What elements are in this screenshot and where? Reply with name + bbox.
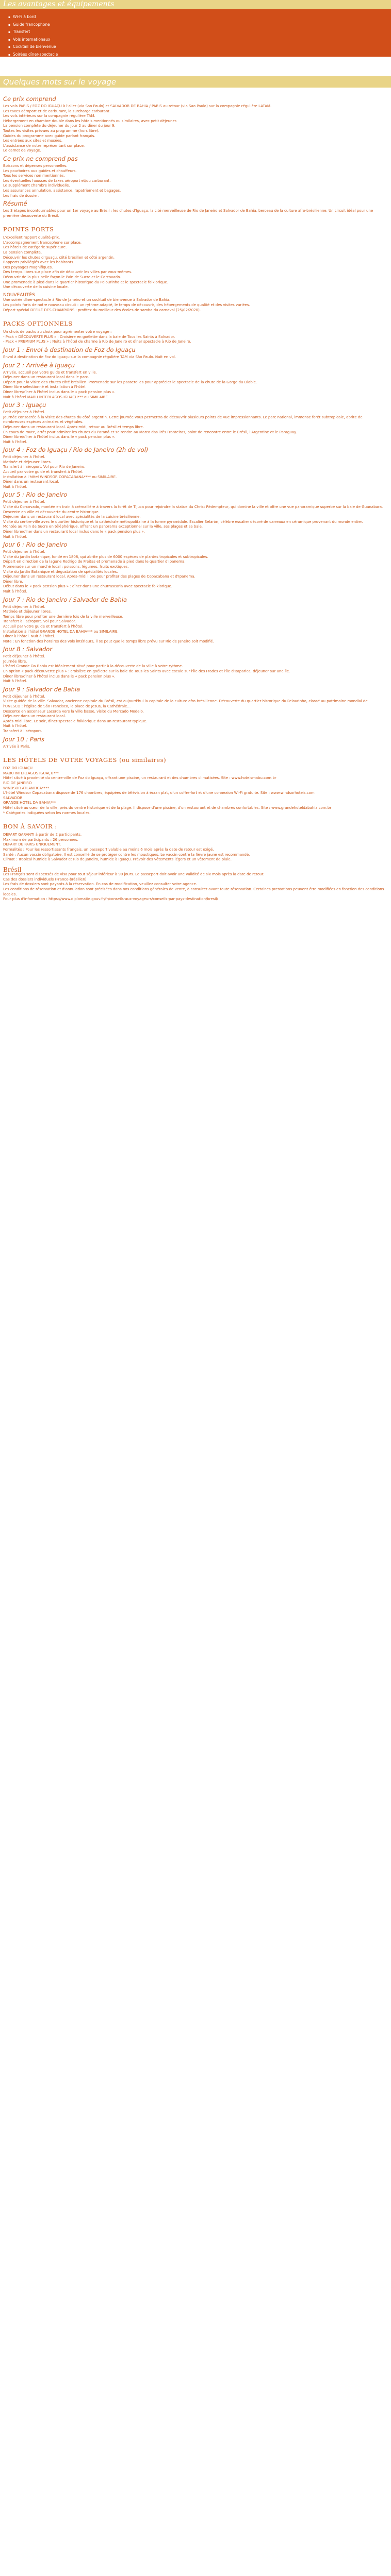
paragraph: Une découverte de la cuisine locale.	[3, 285, 69, 290]
paragraph: Découvrir de la plus belle façon le Pain de Sucre et le Corcovado.	[3, 275, 121, 280]
paragraph: Déjeuner dans un restaurant local avec spécialités de la cuisine brésilienne.	[3, 515, 141, 519]
equipment-item: ▪ Cocktail de bienvenue	[8, 43, 391, 51]
section-heading: Ce prix comprend	[3, 95, 56, 103]
section-heading: Résumé	[3, 200, 27, 208]
paragraph: Arrivée à Paris.	[3, 744, 30, 749]
equipment-item: ▪ Guide francophone	[8, 21, 391, 29]
section-heading: LES HÔTELS DE VOTRE VOYAGES (ou similaires)	[3, 756, 167, 764]
paragraph: Une promenade à pied dans le quartier historique du Pelourinho et le spectacle folklorique.	[3, 280, 169, 284]
paragraph: GRANDE HOTEL DA BAHIA*** Hôtel situé au cœur de la ville, près du centre historique et de la plage. Il dispose d'une piscine, d'un restaurant et de chambres confortables. Site : www.grandehoteldabahia.com.br	[3, 801, 332, 810]
section-heading: Jour 9 : Salvador de Bahia	[3, 685, 80, 693]
paragraph: Dîner libre/dîner à l'hôtel inclus dans le « pack pension plus ».	[3, 389, 116, 394]
section-heading: Ce prix ne comprend pas	[3, 155, 78, 162]
paragraph: Déjeuner dans un restaurant local.	[3, 714, 66, 719]
voyage-header	[0, 76, 391, 88]
equipment-item: ▪ Transfert	[8, 28, 391, 36]
paragraph: Départ spécial DEFILÉ DES CHAMPIONS : profitez du meilleur des écoles de samba du carnaval (25/02/2020).	[3, 308, 201, 312]
paragraph: Les conditions de réservation et d'annulation sont précisées dans nos conditions générales de vente, à consulter avant toute réservation. Certaines prestations peuvent être modifiées en fonction des conditions locales.	[3, 887, 384, 896]
paragraph: Un choix de packs au choix pour agrémenter votre voyage : - Pack « DÉCOUVERTE PLUS » : Croisière en goélette dans la baie de Tous les Saints à Salvador. - Pack « PREMIUM PLUS » : Nuits à l'hôtel de charme à Rio de Janeiro et dîner spectacle à Rio de Janeiro.	[3, 330, 191, 344]
paragraph: Dîner à l'hôtel. Nuit à l'hôtel.	[3, 634, 55, 639]
paragraph: FOZ DO IGUAÇU	[3, 766, 32, 771]
section-heading: BON À SAVOIR :	[3, 823, 57, 831]
paragraph: Rapports privilégiés avec les habitants. Des paysages magnifiques.	[3, 260, 74, 269]
equipment-header	[0, 0, 391, 9]
paragraph: Petit déjeuner à l'hôtel. Matinée et déjeuner libres. Temps libre pour profiter une dernière fois de la ville merveilleuse. Transfert à l'aéroport. Vol pour Salvador. Accueil par votre guide et transfert à l'hôtel. Installation à l'hôtel GRANDE HOTEL DA BAHIA*** ou SIMILAIRE.	[3, 604, 123, 634]
paragraph: Dîner dans un restaurant local. Nuit à l'hôtel.	[3, 480, 59, 489]
paragraph: Visite du centre-ville avec le quartier historique et la cathédrale métropolitaine à la forme pyramidale. Escalier Selarón, célèbre escalier décoré de carreaux en céramique provenant du monde entier. Montée au Pain de Sucre en téléphérique, offrant un panorama exceptionnel sur la ville, ses plages et sa baie.	[3, 519, 363, 529]
equipment-list-panel	[0, 9, 391, 64]
section-heading: Jour 6 : Rio de Janeiro	[3, 541, 68, 549]
paragraph: * Catégories indiquées selon les normes locales.	[3, 810, 91, 815]
paragraph: SALVADOR	[3, 795, 23, 800]
paragraph: Petit déjeuner à l'hôtel. Journée libre. L'hôtel Grande Da Bahia est idéalement situé pour partir à la découverte de la ville à votre rythme. En option « pack découverte plus » : croisière en goélette sur la baie de Tous les Saints avec escale sur l'île des Frades et l'île d'Itaparica, déjeuner sur une île.	[3, 654, 290, 674]
paragraph: Des temps libres sur place afin de découvrir les villes par vous-mêmes.	[3, 270, 133, 275]
section-heading: Jour 10 : Paris	[3, 735, 44, 743]
paragraph: Arrivée, accueil par votre guide et transfert en ville. Déjeuner dans un restaurant local dans le parc. Départ pour la visite des chutes côté brésilien. Promenade sur les passerelles pour apprécier le spectacle de la chute de la Gorge du Diable. Dîner libre sélectionné et installation à l'hôtel.	[3, 370, 257, 389]
section-heading: Jour 1 : Envol à destination de Foz do Iguaçu	[3, 346, 136, 353]
equipment-item: ▪ Wi-Fi à bord	[8, 13, 391, 21]
paragraph: MABU INTERLAGOS IGUAÇU*** Hôtel situé à proximité du centre-ville de Foz do Iguaçu, offrant une piscine, un restaurant et des chambres climatisées. Site : www.hoteismabu.com.br	[3, 771, 276, 781]
section-heading: Jour 5 : Rio de Janeiro	[3, 491, 68, 499]
paragraph: Boissons et dépenses personnelles. Les pourboires aux guides et chauffeurs. Tous les services non mentionnés. Les éventuelles hausses de taxes aéroport et/ou carburant. Le supplément chambre individuelle. Les assurances annulation, assistance, rapatriement et bagages. Les frais de dossier.	[3, 163, 121, 198]
paragraph: Installation à l'hôtel WINDSOR COPACABANA**** ou SIMILAIRE.	[3, 474, 117, 479]
paragraph: Une soirée dîner-spectacle à Rio de Janeiro et un cocktail de bienvenue à Salvador de Bahia.	[3, 298, 171, 302]
paragraph: Climat : Tropical humide à Salvador et Rio de Janeiro, humide à Iguaçu. Prévoir des vêtements légers et un vêtement de pluie.	[3, 857, 232, 862]
paragraph: Petit déjeuner à l'hôtel. Visite du Corcovado, montée en train à crémaillère à travers la forêt de Tijuca pour rejoindre la statue du Christ Rédempteur, qui domine la ville et offre une vue panoramique superbe sur la baie de Guanabara. Descente en ville et découverte du centre historique.	[3, 500, 383, 514]
paragraph: Nuit à l'hôtel MABU INTERLAGOS IGUAÇU*** ou SIMILAIRE	[3, 395, 108, 399]
section-heading: POINTS FORTS	[3, 226, 54, 233]
paragraph: Envol à destination de Foz do Iguaçu sur la compagnie régulière TAM via São Paulo. Nuit en vol.	[3, 354, 176, 359]
section-heading: Jour 8 : Salvador	[3, 646, 53, 653]
paragraph: Visite du Jardin Botanique et dégustation de spécialités locales. Déjeuner dans un restaurant local. Après-midi libre pour profiter des plages de Copacabana et d'Ipanema.	[3, 569, 196, 579]
equipment-item: ▪ Soirées dîner-spectacle	[8, 51, 391, 59]
equipment-title: Les avantages et équipements	[3, 0, 115, 8]
paragraph: Pour plus d'information : https://www.diplomatie.gouv.fr/fr/conseils-aux-voyageurs/conseils-par-pays-destination/bresil/	[3, 897, 218, 902]
paragraph: Les points forts de notre nouveau circuit : un rythme adapté, le temps de découvrir, des hébergements de qualité et des visites variées.	[3, 303, 250, 307]
paragraph: RIO DE JANEIRO	[3, 781, 32, 785]
paragraph: En cours de route, arrêt pour admirer les chutes du Paraná et se rendre au Marco das Três Fronteiras, point de rencontre entre le Brésil, l'Argentine et le Paraguay.	[3, 430, 297, 434]
paragraph: Les frais de dossiers sont payants à la réservation. En cas de modification, veuillez consulter votre agence.	[3, 882, 198, 887]
paragraph: Petit déjeuner à l'hôtel. Matinée et déjeuner libres. Transfert à l'aéroport. Vol pour Rio de Janeiro. Accueil par votre guide et transfert à l'hôtel.	[3, 455, 86, 474]
paragraph: Transfert à l'aéroport.	[3, 729, 42, 733]
paragraph: Petit déjeuner à l'hôtel. Visite du jardin botanique, fondé en 1808, qui abrite plus de 6000 espèces de plantes tropicales et subtropicales. Départ en direction de la lagune Rodrigo de Freitas et promenade à pied dans le quartier d'Ipanema.	[3, 550, 208, 564]
paragraph: Note : En fonction des horaires des vols intérieurs, il se peut que le temps libre prévu sur Rio de Janeiro soit modifié.	[3, 639, 214, 643]
paragraph: Après-midi libre. Le soir, dîner-spectacle folklorique dans un restaurant typique. Nuit à l'hôtel.	[3, 719, 148, 728]
equipment-item: ▪ Vols internationaux	[8, 36, 391, 44]
paragraph: Dîner libre. Début dans le « pack pension plus » : dîner dans une churrascaria avec spectacle folklorique. Nuit à l'hôtel.	[3, 579, 173, 594]
paragraph: Les 3 étapes incontournables pour un 1er voyage au Brésil : les chutes d'Iguaçu, la cité merveilleuse de Rio de Janeiro et Salvador de Bahia, berceau de la culture afro-brésilienne. Un circuit idéal pour une première découverte du Brésil.	[3, 209, 373, 218]
voyage-description	[3, 94, 385, 902]
paragraph: WINDSOR ATLANTICA**** L'hôtel Windsor Copacabana dispose de 176 chambres, équipées de télévision à écran plat, d'un coffre-fort et d'une connexion Wi-Fi gratuite. Site : www.windsorhoteis.com	[3, 786, 315, 795]
paragraph: Dîner libre/dîner à l'hôtel inclus dans le « pack pension plus ». Nuit à l'hôtel.	[3, 435, 116, 444]
voyage-title: Quelques mots sur le voyage	[3, 77, 117, 87]
paragraph: Promenade sur un marché local : poissons, légumes, fruits exotiques.	[3, 564, 129, 569]
paragraph: Formalités : Pour les ressortissants français, un passeport valable au moins 6 mois après la date de retour est exigé.	[3, 847, 214, 852]
section-heading: Jour 3 : Iguaçu	[3, 401, 46, 409]
paragraph: Cas des dossiers individuels (France-brésilien)	[3, 877, 87, 882]
paragraph: DÉPART GARANTI à partir de 2 participants. Maximum de participants : 26 personnes.	[3, 833, 82, 842]
section-heading: Jour 7 : Rio de Janeiro / Salvador de Bahia	[3, 596, 127, 603]
section-heading: Jour 2 : Arrivée à Iguaçu	[3, 361, 75, 369]
paragraph: Dîner libre/dîner dans un restaurant local inclus dans le « pack pension plus ». Nuit à l'hôtel.	[3, 530, 145, 539]
paragraph: Découvrir les chutes d'Iguaçu, côté brésilien et côté argentin.	[3, 255, 115, 260]
paragraph: Santé : Aucun vaccin obligatoire. Il est conseillé de se protéger contre les moustiques. Le vaccin contre la fièvre jaune est recommandé.	[3, 852, 250, 857]
section-heading: NOUVEAUTÉS	[3, 292, 35, 298]
paragraph: Petit déjeuner à l'hôtel. Visite guidée de la ville. Salvador, ancienne capitale du Brésil, est aujourd'hui la capitale de la culture afro-brésilienne. Découverte du quartier historique du Pelourinho, classé au patrimoine mondial de l'UNESCO : l'église de São Francisco, la place de Jesus, la Cathédrale... Descente en ascenseur Lacerda vers la ville basse, visite du Mercado Modelo.	[3, 694, 368, 714]
section-heading: Jour 4 : Foz do Iguaçu / Rio de Janeiro (2h de vol)	[3, 446, 149, 454]
paragraph: DÉPART DE PARIS UNIQUEMENT.	[3, 842, 61, 847]
paragraph: Les vols PARIS / FOZ DO IGUAÇU à l'aller (via Sao Paulo) et SALVADOR DE BAHIA / PARIS au retour (via Sao Paulo) sur la compagnie régulière LATAM. Les taxes aéroport et de carburant, la surcharge carburant. Les vols intérieurs sur la compagnie régulière TAM. Hébergement en chambre double dans les hôtels mentionnés ou similaires, avec petit déjeuner. La pension complète du déjeuner du jour 2 au dîner du jour 9. Toutes les visites prévues au programme (hors libre). Guides du programme avec guide parlant français. Les entrées aux sites et musées. L'assistance de notre représentant sur place. Le carnet de voyage.	[3, 104, 272, 153]
paragraph: Dîner libre/dîner à l'hôtel inclus dans le « pack pension plus ». Nuit à l'hôtel.	[3, 674, 116, 684]
paragraph: Petit déjeuner à l'hôtel. Journée consacrée à la visite des chutes du côté argentin. Cette journée vous permettra de découvrir plusieurs points de vue impressionnants. Le parc national, immense forêt subtropicale, abrite de nombreuses espèces animales et végétales. Déjeuner dans un restaurant local. Après-midi, retour au Brésil et temps libre.	[3, 410, 363, 429]
paragraph: Les Français sont dispensés de visa pour tout séjour inférieur à 90 jours. Le passeport doit avoir une validité de six mois après la date de retour.	[3, 872, 265, 877]
section-heading: PACKS OPTIONNELS	[3, 320, 73, 328]
equipment-item: ▪ Guides locaux	[8, 58, 391, 66]
paragraph: L'excellent rapport qualité-prix. L'accompagnement francophone sur place. Les hôtels de catégorie supérieure. La pension complète.	[3, 235, 82, 255]
equipment-list	[0, 9, 391, 66]
country-heading: Brésil	[3, 866, 22, 873]
